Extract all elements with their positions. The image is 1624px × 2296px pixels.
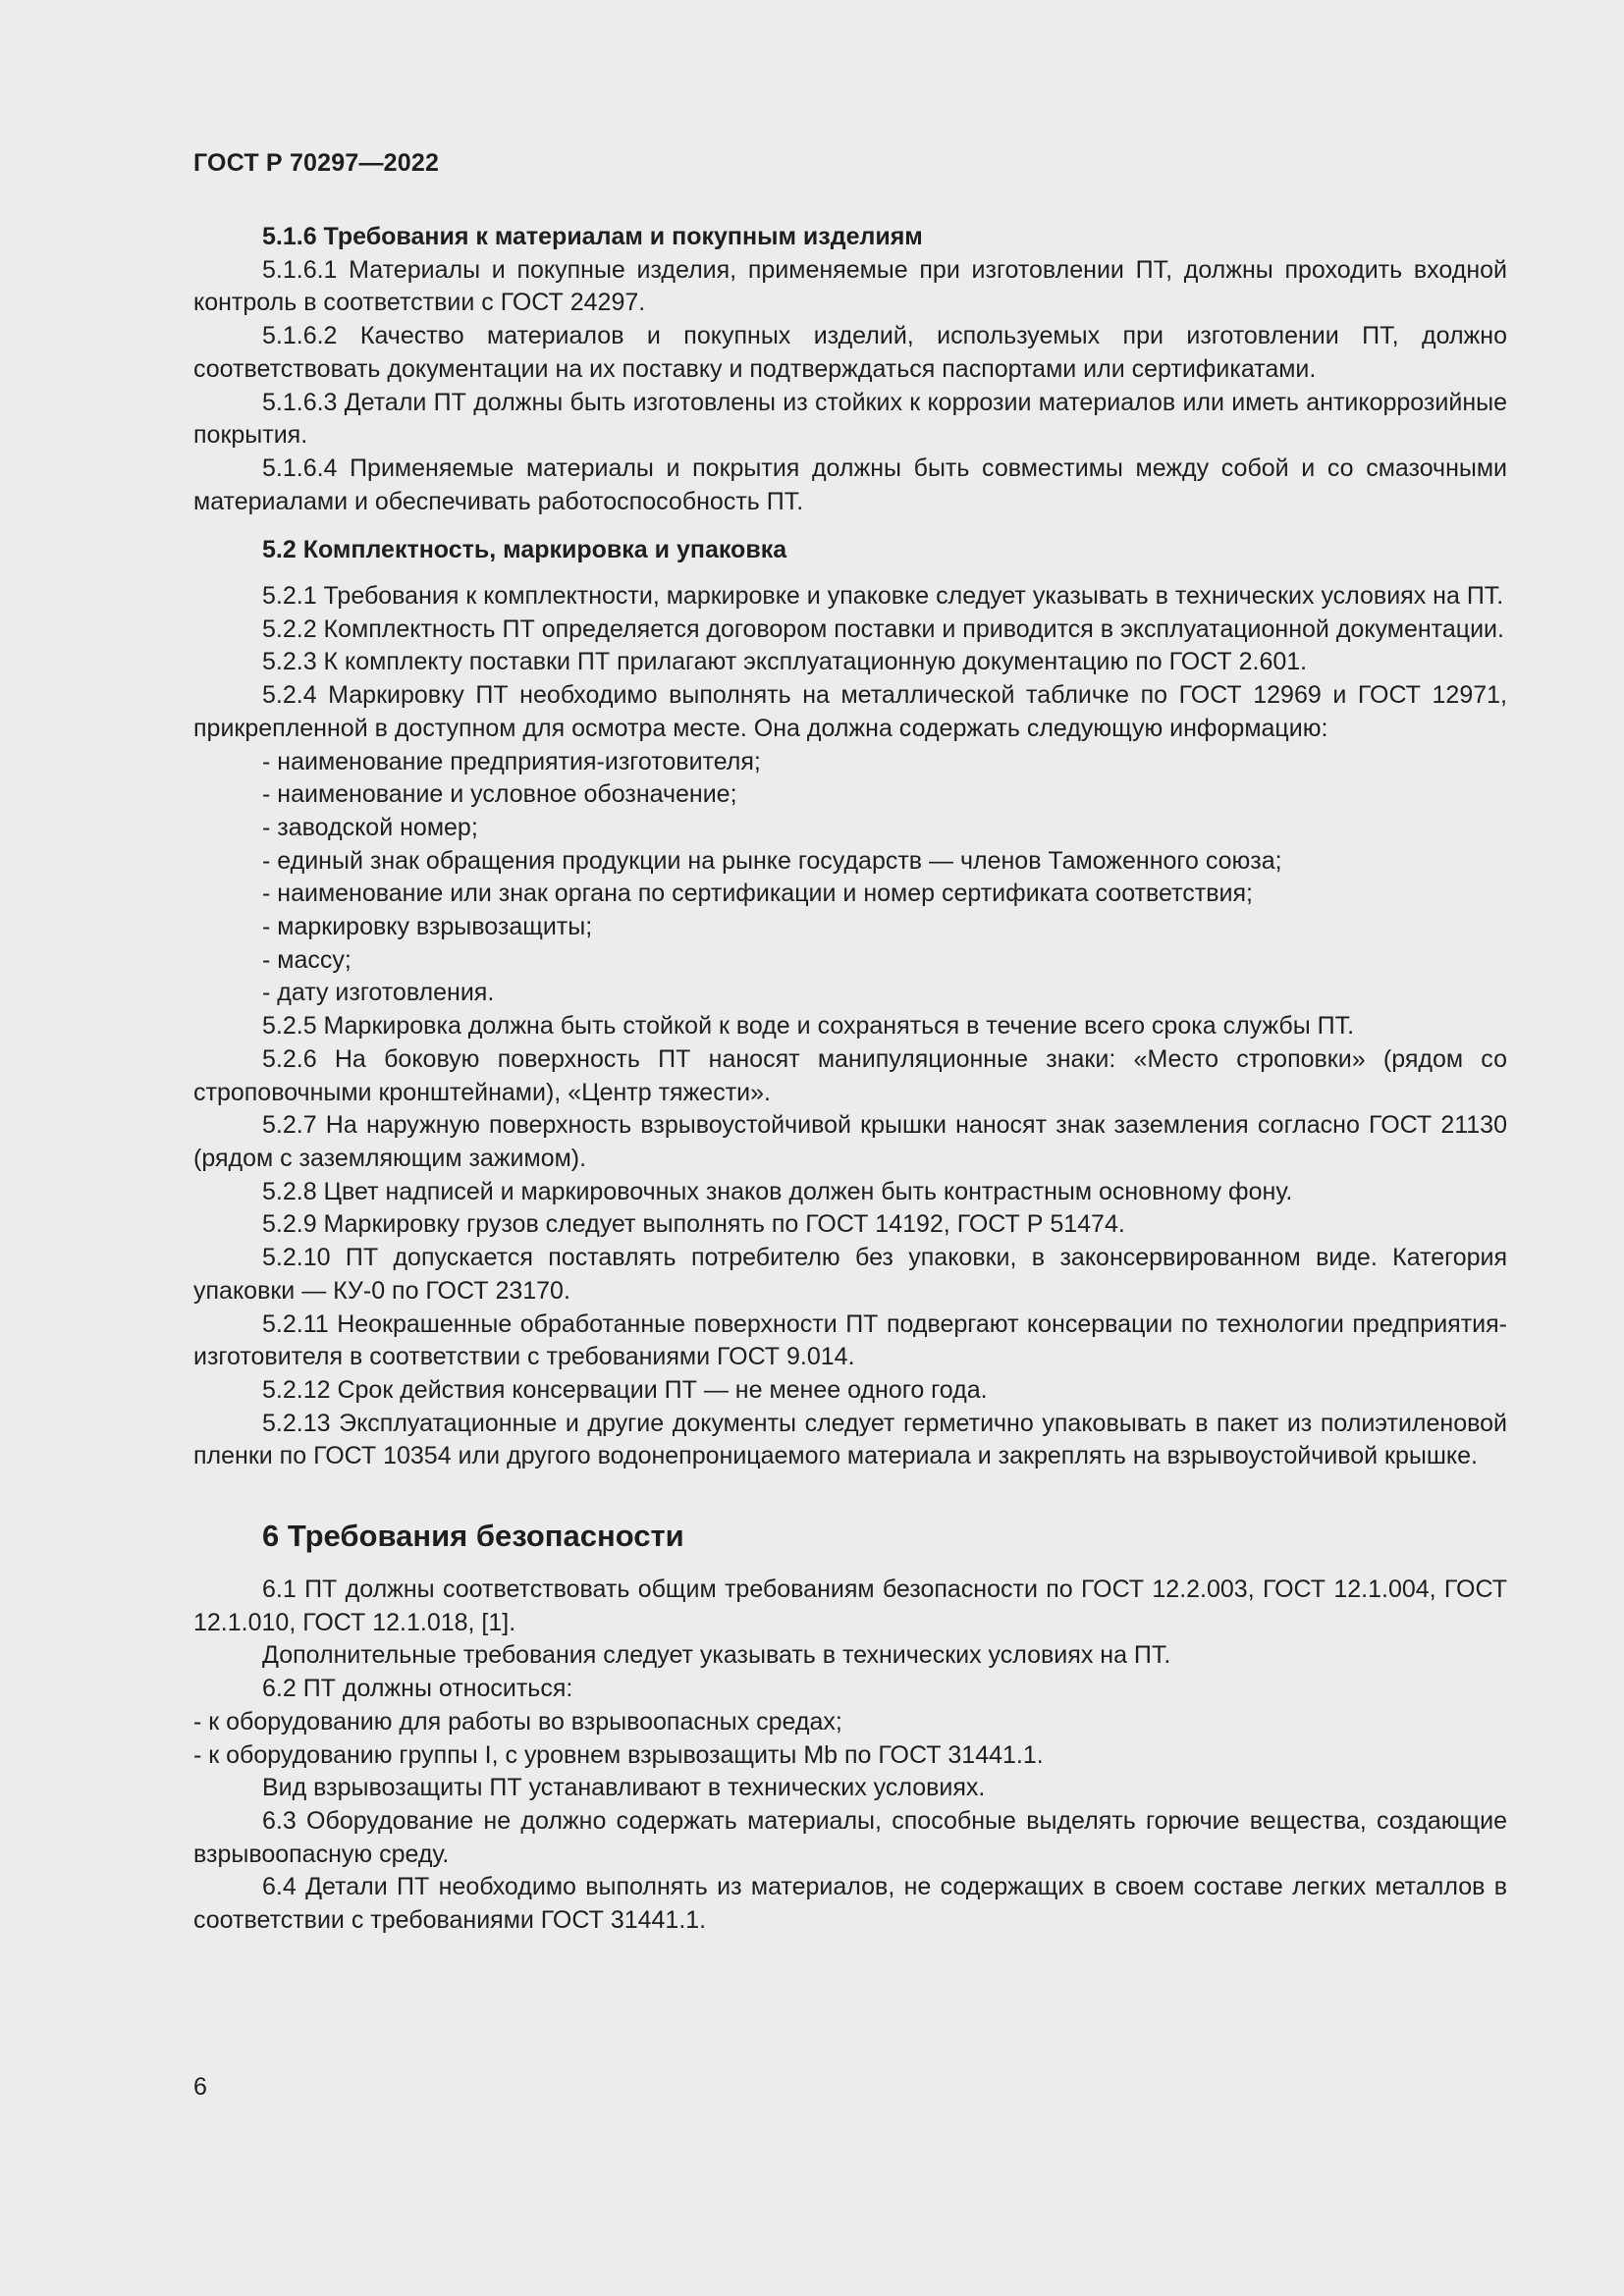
paragraph-6-3: 6.3 Оборудование не должно содержать материалы, способные выделять горючие вещества, создающие взрывоопасную среду. (193, 1806, 1507, 1868)
heading-5-1-6: 5.1.6 Требования к материалам и покупным изделиям (262, 223, 923, 250)
paragraph-6-1: 6.1 ПТ должны соответствовать общим требованиям безопасности по ГОСТ 12.2.003, ГОСТ 12.1.004, ГОСТ 12.1.010, ГОСТ 12.1.018, [1]. (193, 1575, 1507, 1636)
paragraph-5-2-12: 5.2.12 Срок действия консервации ПТ — не менее одного года. (262, 1375, 988, 1404)
document-body (193, 221, 1507, 1938)
paragraph-5-1-6-3: 5.1.6.3 Детали ПТ должны быть изготовлены из стойких к коррозии материалов или иметь антикоррозийные покрытия. (193, 388, 1507, 450)
paragraph-5-2-11: 5.2.11 Неокрашенные обработанные поверхности ПТ подвергают консервации по технологии предприятия-изготовителя в соответствии с требованиями ГОСТ 9.014. (193, 1309, 1507, 1371)
list-item: - наименование предприятия-изготовителя; (262, 747, 761, 775)
document-header: ГОСТ Р 70297—2022 (193, 149, 440, 177)
list-item: - наименование и условное обозначение; (262, 780, 737, 809)
paragraph-5-2-3: 5.2.3 К комплекту поставки ПТ прилагают эксплуатационную документацию по ГОСТ 2.601. (262, 648, 1308, 676)
paragraph-5-2-8: 5.2.8 Цвет надписей и маркировочных знаков должен быть контрастным основному фону. (262, 1177, 1293, 1205)
paragraph-5-2-4: 5.2.4 Маркировку ПТ необходимо выполнять на металлической табличке по ГОСТ 12969 и ГОСТ 12971, прикрепленной в доступном для осмотра месте. Она должна содержать следующую информацию: (193, 681, 1507, 742)
list-item: - к оборудованию для работы во взрывоопасных средах; (193, 1707, 842, 1735)
paragraph-5-2-1: 5.2.1 Требования к комплектности, маркировке и упаковке следует указывать в технических условиях на ПТ. (262, 582, 1504, 611)
list-item: - массу; (262, 945, 352, 974)
paragraph-5-2-10: 5.2.10 ПТ допускается поставлять потребителю без упаковки, в законсервированном виде. Категория упаковки — КУ-0 по ГОСТ 23170. (193, 1244, 1507, 1305)
paragraph-5-1-6-4: 5.1.6.4 Применяемые материалы и покрытия должны быть совместимы между собой и со смазочными материалами и обеспечивать работоспособность ПТ. (193, 454, 1507, 515)
paragraph-5-2-5: 5.2.5 Маркировка должна быть стойкой к воде и сохраняться в течение всего срока службы ПТ. (262, 1012, 1355, 1041)
paragraph-5-2-6: 5.2.6 На боковую поверхность ПТ наносят манипуляционные знаки: «Место строповки» (рядом со строповочными кронштейнами), «Центр тяжести». (193, 1044, 1507, 1106)
list-item: - заводской номер; (262, 813, 478, 841)
list-item: - дату изготовления. (262, 979, 495, 1007)
list-item: - наименование или знак органа по сертификации и номер сертификата соответствия; (262, 880, 1253, 908)
paragraph-5-2-9: 5.2.9 Маркировку грузов следует выполнять по ГОСТ 14192, ГОСТ Р 51474. (262, 1210, 1125, 1239)
paragraph-5-2-2: 5.2.2 Комплектность ПТ определяется договором поставки и приводится в эксплуатационной документации. (262, 614, 1504, 643)
list-item: - маркировку взрывозащиты; (262, 913, 593, 941)
page-number: 6 (193, 2073, 207, 2101)
paragraph-6-2-additional: Вид взрывозащиты ПТ устанавливают в технических условиях. (262, 1774, 986, 1802)
paragraph-5-2-7: 5.2.7 На наружную поверхность взрывоустойчивой крышки наносят знак заземления согласно ГОСТ 21130 (рядом с заземляющим зажимом). (193, 1111, 1507, 1172)
paragraph-5-1-6-2: 5.1.6.2 Качество материалов и покупных изделий, используемых при изготовлении ПТ, должно соответствовать документации на их поставку и подтверждаться паспортами или сертификатами. (193, 322, 1507, 383)
paragraph-6-1-additional: Дополнительные требования следует указывать в технических условиях на ПТ. (262, 1641, 1171, 1670)
heading-5-2: 5.2 Комплектность, маркировка и упаковка (262, 536, 787, 564)
heading-section-6: 6 Требования безопасности (262, 1519, 684, 1554)
list-item: - единый знак обращения продукции на рынке государств — членов Таможенного союза; (262, 846, 1282, 875)
paragraph-6-2: 6.2 ПТ должны относиться: (262, 1675, 573, 1703)
paragraph-5-2-13: 5.2.13 Эксплуатационные и другие документы следует герметично упаковывать в пакет из полиэтиленовой пленки по ГОСТ 10354 или другого водонепроницаемого материала и закреплять на взрывоустойчивой крышке. (193, 1409, 1507, 1470)
paragraph-6-4: 6.4 Детали ПТ необходимо выполнять из материалов, не содержащих в своем составе легких металлов в соответствии с требованиями ГОСТ 31441.1. (193, 1873, 1507, 1935)
list-item: - к оборудованию группы I, с уровнем взрывозащиты Mb по ГОСТ 31441.1. (193, 1740, 1044, 1769)
paragraph-5-1-6-1: 5.1.6.1 Материалы и покупные изделия, применяемые при изготовлении ПТ, должны проходить входной контроль в соответствии с ГОСТ 24297. (193, 255, 1507, 317)
